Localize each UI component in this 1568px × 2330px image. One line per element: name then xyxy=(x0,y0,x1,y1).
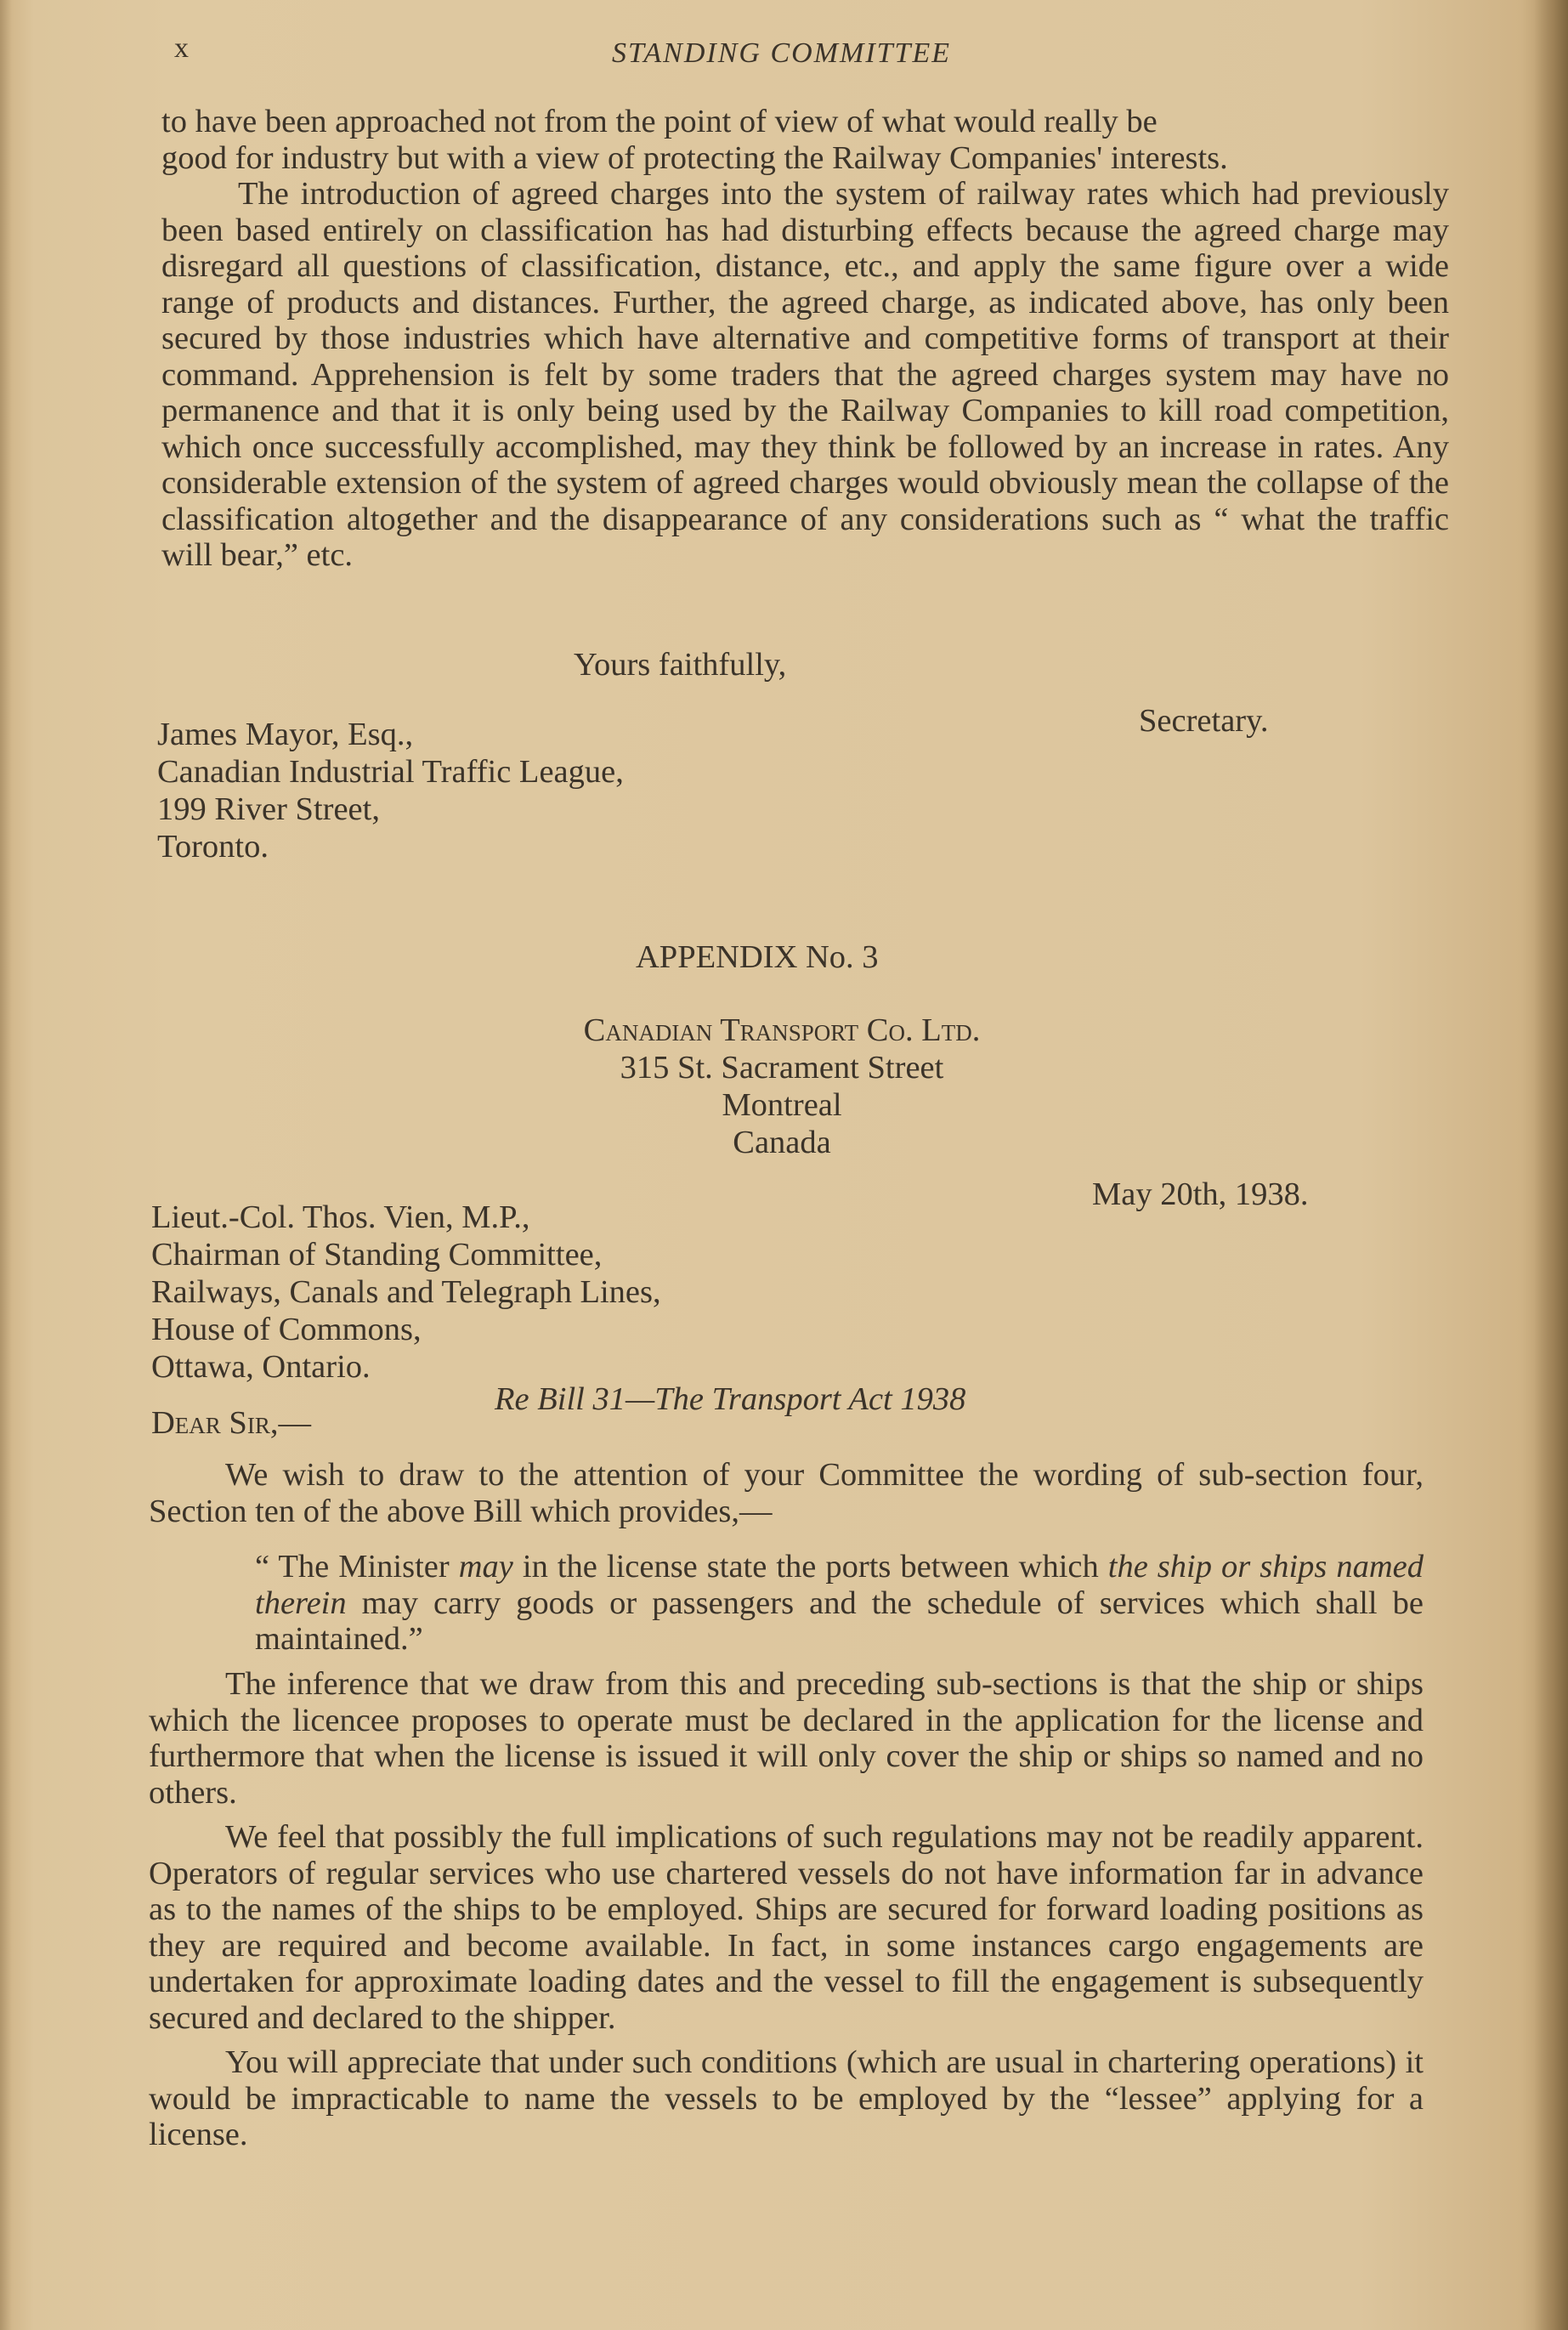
appendix-paragraph-3: We feel that possibly the full implications of such regulations may not be readily apparent. Operators of regular services who use chartered vessels do not have information far in advance as to the names of the ships to be employed. Ships are secured for forward loading positions as they are required and become available. In fact, in some instances cargo engagements are undertaken for approximate loading dates and the vessel to fill the engagement is subsequently secured and declared to the shipper. xyxy=(149,1819,1424,2036)
appendix-body xyxy=(149,1457,1424,1529)
sender-street: 315 St. Sacrament Street xyxy=(620,1050,944,1086)
quote-may: may xyxy=(458,1549,513,1585)
recipient-name: James Mayor, Esq., xyxy=(157,717,414,752)
re-line: Re Bill 31—The Transport Act 1938 xyxy=(495,1381,966,1417)
appendix-title: APPENDIX No. 3 xyxy=(636,939,879,975)
appendix-paragraph-2: The inference that we draw from this and preceding sub-sections is that the ship or ships which the licencee proposes to operate must be declared in the application for the license and furthermore that when the license is issued it will only cover the ship or ships so named and no others. xyxy=(149,1666,1424,1811)
agreed-charges-paragraph: The introduction of agreed charges into the system of railway rates which had previously been based entirely on classification has had disturbing effects because the agreed charge may disregard all questions of classification, distance, etc., and apply the same figure over a wide range of products and distances. Further, the agreed charge, as indicated above, has only been secured by those industries which have alternative and competitive forms of transport at their command. Apprehension is felt by some traders that the agreed charges system may have no permanence and that it is only being used by the Railway Companies to kill road competition, which once successfully accomplished, may they think be followed by an increase in rates. Any considerable extension of the system of agreed charges would obviously mean the collapse of the classification altogether and the disappearance of any considerations such as “ what the traffic will bear,” etc. xyxy=(161,176,1449,573)
page-edge-shadow-right xyxy=(1534,0,1568,2330)
appendix-body-2 xyxy=(149,1666,1424,2153)
recipient-title: Chairman of Standing Committee, xyxy=(151,1237,603,1273)
recipient-address-1 xyxy=(157,716,624,865)
appendix-paragraph-1: We wish to draw to the attention of your Committee the wording of sub-section four, Section ten of the above Bill which provides,— xyxy=(149,1457,1424,1529)
sender-address xyxy=(476,1012,1088,1161)
quote-open: “ The Minister xyxy=(255,1549,459,1585)
running-head: STANDING COMMITTEE xyxy=(612,37,951,69)
appendix-paragraph-4: You will appreciate that under such conditions (which are usual in chartering operations) it would be impracticable to name the vessels to be employed by the “lessee” applying for a license. xyxy=(149,2044,1424,2152)
quote-ships: the ship or ships named therein xyxy=(255,1549,1424,1621)
sender-company: Canadian Transport Co. Ltd. xyxy=(583,1012,981,1048)
recipient-city: Ottawa, Ontario. xyxy=(151,1349,371,1385)
recipient-committee: Railways, Canals and Telegraph Lines, xyxy=(151,1274,661,1310)
continuation-paragraph xyxy=(161,104,1449,176)
letter-date: May 20th, 1938. xyxy=(1092,1176,1309,1212)
recipient-name: Lieut.-Col. Thos. Vien, M.P., xyxy=(151,1199,530,1235)
recipient-address-2 xyxy=(151,1199,661,1386)
recipient-street: 199 River Street, xyxy=(157,791,380,827)
page-edge-shadow-left xyxy=(0,0,12,2330)
quote-mid: in the license state the ports between which xyxy=(512,1549,1108,1585)
quote-paragraph xyxy=(255,1549,1424,1658)
continuation-line-1: to have been approached not from the point of view of what would really be xyxy=(161,104,1158,139)
signature-title: Secretary. xyxy=(1139,703,1269,739)
salutation: Dear Sir,— xyxy=(151,1405,311,1441)
sender-country: Canada xyxy=(733,1125,831,1160)
recipient-organization: Canadian Industrial Traffic League, xyxy=(157,754,624,790)
closing-yours-faithfully: Yours faithfully, xyxy=(574,647,787,683)
page-number: x xyxy=(174,32,189,64)
letter-continuation xyxy=(161,104,1449,574)
quoted-provision xyxy=(255,1549,1424,1658)
recipient-house: House of Commons, xyxy=(151,1312,422,1347)
continuation-line-2: good for industry but with a view of protecting the Railway Companies' interests. xyxy=(161,139,1228,176)
quote-rest: may carry goods or passengers and the schedule of services which shall be maintained.” xyxy=(255,1585,1424,1657)
recipient-city: Toronto. xyxy=(157,829,269,865)
sender-city: Montreal xyxy=(722,1087,842,1123)
